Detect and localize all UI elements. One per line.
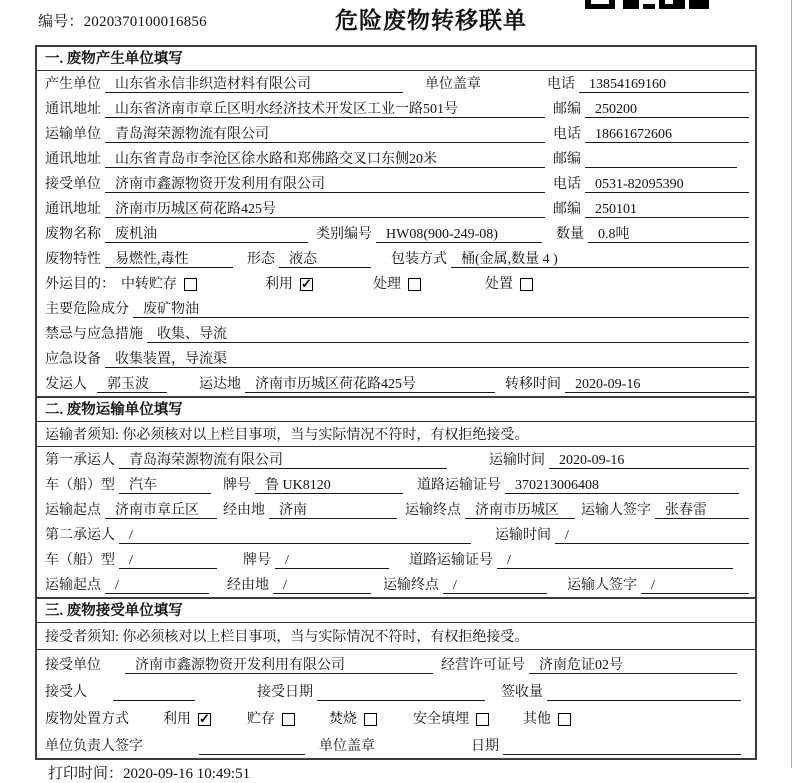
field-label: 运输人签字 [567,578,637,593]
field-value: / [275,552,389,569]
field-value: 250200 [585,101,749,118]
field-label: 运达地 [199,377,241,392]
form-row [37,547,755,572]
form-row [37,96,755,121]
print-time-value: 2020-09-16 10:49:51 [123,766,251,782]
document-header [0,0,796,45]
field-value [547,684,741,701]
field-label: 运输时间 [495,528,551,543]
form-row [37,650,755,677]
field-value: / [555,527,749,544]
form-section [35,396,757,599]
note-text: 接受者须知: 你必须核对以上栏目事项，当与实际情况不符时，有权拒绝接受。 [45,630,529,645]
field-label: 禁忌与应急措施 [45,327,143,342]
field-value: 收集、导流 [147,326,749,343]
checkbox-label: 焚烧 [329,712,357,727]
field-label: 邮编 [553,102,581,117]
field-value: 山东省永信非织造材料有限公司 [105,76,403,93]
field-label: 运输起点 [45,578,101,593]
form-section [35,45,757,398]
field-value: 汽车 [119,477,211,494]
field-value: 2020-09-16 [565,376,749,393]
field-label: 运输终点 [383,578,439,593]
field-label: 道路运输证号 [409,553,493,568]
checkbox-label: 安全填埋 [413,712,469,727]
form-row [37,146,755,171]
form-row [37,704,755,731]
page-edge-line [791,0,792,768]
field-label: 邮编 [553,152,581,167]
field-value: HW08(900-249-08) [376,226,542,243]
form-row [37,731,755,758]
form-section [35,597,757,760]
section-header: 一. 废物产生单位填写 [37,47,755,71]
form-row [37,296,755,321]
checkbox-checked [198,713,211,726]
field-label: 类别编号 [316,227,372,242]
field-label: 运输终点 [405,503,461,518]
field-value: 0.8吨 [588,226,749,243]
page-title: 危险废物转移联单 [335,7,527,33]
field-value: 济南市鑫源物资开发利用有限公司 [125,657,433,674]
field-value: 济南市历城区 [465,502,575,519]
field-label: 废物名称 [45,227,101,242]
field-label: 转移时间 [505,377,561,392]
field-label: 产生单位 [45,77,101,92]
note-text: 运输者须知: 你必须核对以上栏目事项，当与实际情况不符时，有权拒绝接受。 [45,428,529,443]
field-label: 牌号 [243,553,271,568]
checkbox-item [163,711,211,728]
qr-code [585,0,710,9]
field-value: / [119,552,217,569]
field-label: 第一承运人 [45,453,115,468]
section-header: 三. 废物接受单位填写 [37,599,755,623]
field-label: 道路运输证号 [417,478,501,493]
field-label: 日期 [471,739,499,754]
form-row [37,271,755,296]
form-row [37,321,755,346]
checkbox-label: 贮存 [247,712,275,727]
section-note [37,623,755,650]
field-value: 370213006408 [505,477,739,494]
field-label: 接受人 [45,685,87,700]
field-value: 山东省青岛市李沧区徐水路和郑佛路交叉口东侧20米 [105,151,545,168]
field-label: 主要危险成分 [45,302,129,317]
field-label: 第二承运人 [45,528,115,543]
field-label: 废物处置方式 [45,712,129,727]
field-value: 0531-82095390 [585,176,749,193]
form-row [37,171,755,196]
field-label: 运输时间 [489,453,545,468]
checkbox-unchecked [476,713,489,726]
field-value [317,684,485,701]
checkbox-item [329,711,377,728]
checkbox-unchecked [520,278,533,291]
checkbox-label: 其他 [523,712,551,727]
form-row [37,572,755,597]
field-label: 外运目的： [45,277,115,292]
field-label: 单位盖章 [319,739,375,754]
field-value: 济南市章丘区 [105,502,217,519]
field-label: 通讯地址 [45,152,101,167]
field-value: 济南危证02号 [529,657,737,674]
form-row [37,677,755,704]
field-label: 包装方式 [391,252,447,267]
checkbox-item [373,276,421,293]
checkbox-label: 处置 [485,277,513,292]
field-value: 13854169160 [579,76,749,93]
field-value: 鲁 UK8120 [255,477,403,494]
print-time [48,762,796,783]
field-label: 邮编 [553,202,581,217]
field-value: 易燃性,毒性 [105,251,233,268]
field-value: 废机油 [105,226,308,243]
section-note [37,422,755,447]
checkbox-item [247,711,295,728]
field-value: / [641,577,749,594]
field-label: 运输单位 [45,127,101,142]
field-label: 电话 [547,77,575,92]
field-value: 液态 [279,251,371,268]
field-value [503,738,741,755]
transfer-form [35,45,757,760]
form-row [37,121,755,146]
form-row [37,71,755,96]
field-label: 签收量 [501,685,543,700]
field-label: 牌号 [223,478,251,493]
field-value: 青岛海荣源物流有限公司 [119,452,447,469]
checkbox-item [413,711,489,728]
field-value: 济南 [269,502,397,519]
field-label: 通讯地址 [45,202,101,217]
field-value: 收集装置，导流渠 [105,351,749,368]
checkbox-item [523,711,571,728]
form-row [37,246,755,271]
field-label: 运输人签字 [581,503,651,518]
field-label: 经营许可证号 [441,658,525,673]
field-label: 数量 [556,227,584,242]
form-row [37,346,755,371]
field-value: 济南市历城区荷花路425号 [105,201,545,218]
field-value: / [119,527,471,544]
checkbox-unchecked [282,713,295,726]
checkbox-label: 利用 [265,277,293,292]
field-value: / [105,577,209,594]
field-value: 郭玉波 [97,376,167,393]
field-value: 山东省济南市章丘区明水经济技术开发区工业一路501号 [105,101,545,118]
doc-number-value: 2020370100016856 [83,14,207,30]
field-value: 18661672606 [585,126,749,143]
field-label: 废物特性 [45,252,101,267]
field-label: 接受单位 [45,177,101,192]
print-time-label: 打印时间： [48,766,124,782]
field-label: 单位盖章 [425,77,481,92]
checkbox-label: 中转贮存 [121,277,177,292]
field-value: 废矿物油 [133,301,749,318]
checkbox-label: 利用 [163,712,191,727]
field-label: 车（船）型 [45,553,115,568]
field-value: / [443,577,547,594]
checkbox-checked [300,278,313,291]
checkbox-item [265,276,313,293]
form-row [37,196,755,221]
checkbox-unchecked [558,713,571,726]
field-label: 电话 [553,177,581,192]
field-value [199,738,305,755]
checkbox-label: 处理 [373,277,401,292]
field-value: 济南市鑫源物资开发利用有限公司 [105,176,545,193]
field-value: 济南市历城区荷花路425号 [245,376,495,393]
form-row [37,447,755,472]
checkbox-unchecked [408,278,421,291]
field-label: 形态 [247,252,275,267]
field-value: 2020-09-16 [549,452,749,469]
field-label: 经由地 [227,578,269,593]
checkbox-item [121,276,197,293]
doc-number-label: 编号： [38,14,84,30]
field-label: 运输起点 [45,503,101,518]
field-label: 通讯地址 [45,102,101,117]
checkbox-unchecked [184,278,197,291]
field-label: 接受日期 [257,685,313,700]
field-value: / [273,577,371,594]
field-value [113,684,195,701]
field-value: 张春雷 [655,502,749,519]
field-value: 青岛海荣源物流有限公司 [105,126,545,143]
field-label: 应急设备 [45,352,101,367]
field-label: 单位负责人签字 [45,739,143,754]
field-value: 桶(金属,数量 4 ) [451,251,749,268]
form-row [37,497,755,522]
checkbox-item [485,276,533,293]
section-header: 二. 废物运输单位填写 [37,398,755,422]
checkbox-unchecked [364,713,377,726]
form-row [37,472,755,497]
form-row [37,221,755,246]
field-label: 电话 [553,127,581,142]
field-value: 250101 [585,201,749,218]
field-label: 接受单位 [45,658,101,673]
form-row [37,522,755,547]
field-label: 发运人 [45,377,87,392]
form-row [37,371,755,396]
field-label: 车（船）型 [45,478,115,493]
field-value: / [497,552,733,569]
field-value [585,151,737,168]
field-label: 经由地 [223,503,265,518]
